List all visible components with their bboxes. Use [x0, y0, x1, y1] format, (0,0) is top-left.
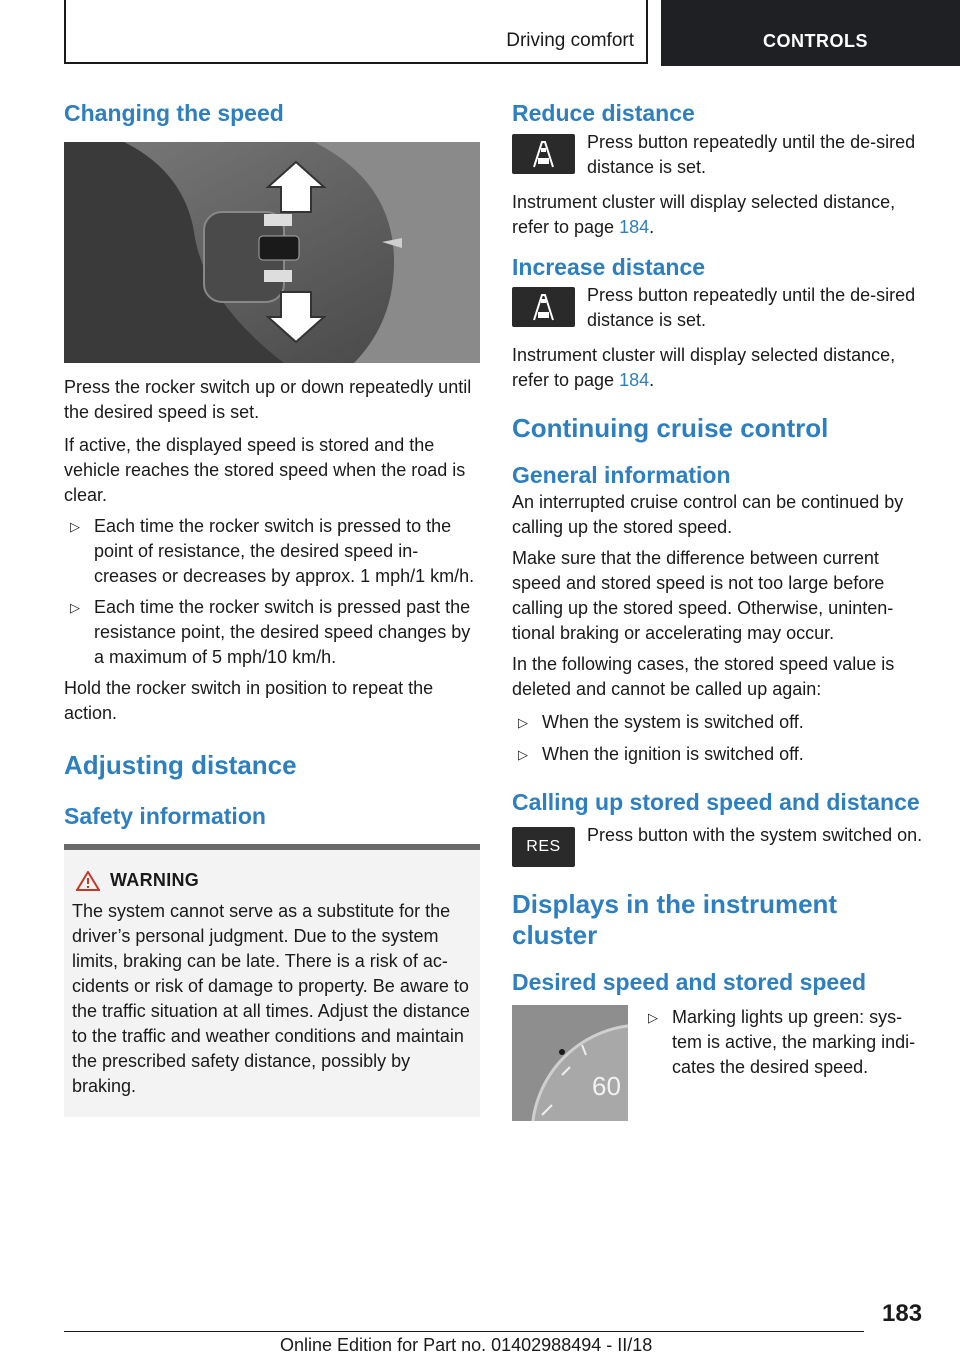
paragraph-displayed-speed: If active, the displayed speed is stored and the vehicle reaches the stored speed when the road is clear. [64, 434, 466, 505]
list-item: ▷ Each time the rocker switch is pressed past the resistance point, the desired speed changes by a maximum of 5 mph/10 km/h. [70, 596, 471, 667]
general-paragraph-2: Make sure that the difference between current speed and stored speed is not too large before calling up the stored speed. Otherwise, uninten-tional braking or accelerating may occur. [512, 547, 894, 643]
paragraph-hold: Hold the rocker switch in position to repeat the action. [64, 677, 434, 723]
heading-calling-up-stored-speed: Calling up stored speed and distance [512, 788, 920, 815]
heading-reduce-distance: Reduce distance [512, 100, 695, 126]
desired-speed-row [512, 1005, 928, 1121]
rocker-switch-illustration [64, 142, 480, 363]
triangle-bullet-icon: ▷ [518, 714, 528, 730]
warning-title: WARNING [72, 870, 472, 891]
warning-triangle-icon [76, 871, 100, 891]
triangle-bullet-icon: ▷ [70, 599, 80, 615]
triangle-bullet-icon: ▷ [518, 746, 528, 762]
list-item: ▷ Each time the rocker switch is pressed to the point of resistance, the desired speed in-creases or decreases by approx. 1 mph/1 km/h. [70, 515, 475, 586]
general-paragraph-3: In the following cases, the stored speed value is deleted and cannot be called up again: [512, 653, 895, 699]
list-item: ▷ When the ignition is switched off. [512, 742, 928, 767]
reduce-button-text: Press button repeatedly until the de-sired distance is set. [587, 131, 916, 177]
heading-desired-speed: Desired speed and stored speed [512, 968, 867, 995]
page-number: 183 [882, 1300, 923, 1327]
reduce-distance-row [512, 130, 928, 180]
increase-button-text: Press button repeatedly until the de-sired distance is set. [587, 285, 916, 331]
res-row [512, 823, 928, 867]
speedometer-dial [512, 1005, 628, 1121]
footer-divider [64, 1331, 864, 1332]
page-link[interactable]: 184 [619, 370, 650, 391]
list-item: ▷ When the system is switched off. [512, 710, 928, 735]
distance-increase-button-icon [512, 287, 575, 327]
list-item: ▷ Marking lights up green: sys-tem is active, the marking indi-cates the desired speed. [648, 1006, 916, 1077]
increase-distance-row [512, 283, 928, 333]
heading-increase-distance: Increase distance [512, 253, 706, 280]
heading-general-information: General information [512, 462, 731, 489]
increase-paragraph: Instrument cluster will display selected distance, refer to page 184. [512, 345, 896, 391]
edition-note: Online Edition for Part no. 01402988494 - II/18 [280, 1335, 653, 1355]
steering-wheel-photo [64, 142, 480, 363]
chapter-title: CONTROLS [763, 31, 868, 51]
heading-continuing-cruise-control: Continuing cruise control [512, 413, 829, 444]
right-column [512, 100, 928, 1121]
heading-adjusting-distance: Adjusting distance [64, 749, 297, 780]
section-title: Driving comfort [506, 30, 634, 51]
general-paragraph-1: An interrupted cruise control can be continued by calling up the stored speed. [512, 491, 904, 537]
res-button-icon: RES [512, 827, 575, 867]
warning-text: The system cannot serve as a substitute for the driver’s personal judgment. Due to the system limits, braking can be late. There is a risk of ac-cidents or risk of damage to property. Be aware to the traffic situation at all times. Adjust the distance to the traffic and weather conditions and maintain the prescribed safety distance, possibly by braking. [72, 901, 470, 1097]
gauge-value: 60 [592, 1070, 621, 1101]
heading-displays-instrument-cluster: Displays in the instrument cluster [512, 888, 838, 950]
res-button-text: Press button with the system switched on. [587, 824, 923, 845]
speedometer-photo [512, 1005, 628, 1121]
heading-safety-information: Safety information [64, 802, 266, 829]
triangle-bullet-icon: ▷ [70, 518, 80, 534]
page-link[interactable]: 184 [619, 216, 650, 237]
left-column [64, 100, 480, 1117]
distance-reduce-button-icon [512, 134, 575, 174]
reduce-paragraph: Instrument cluster will display selected distance, refer to page 184. [512, 191, 896, 237]
desired-speed-list [642, 1005, 928, 1080]
warning-box [64, 844, 480, 1117]
paragraph-rocker: Press the rocker switch up or down repeatedly until the desired speed is set. [64, 376, 472, 422]
speed-bullet-list [64, 514, 480, 670]
heading-changing-speed: Changing the speed [64, 100, 284, 126]
running-header-left [64, 0, 648, 64]
running-header-chapter [661, 0, 960, 66]
deleted-cases-list [512, 710, 928, 767]
triangle-bullet-icon: ▷ [648, 1009, 658, 1025]
